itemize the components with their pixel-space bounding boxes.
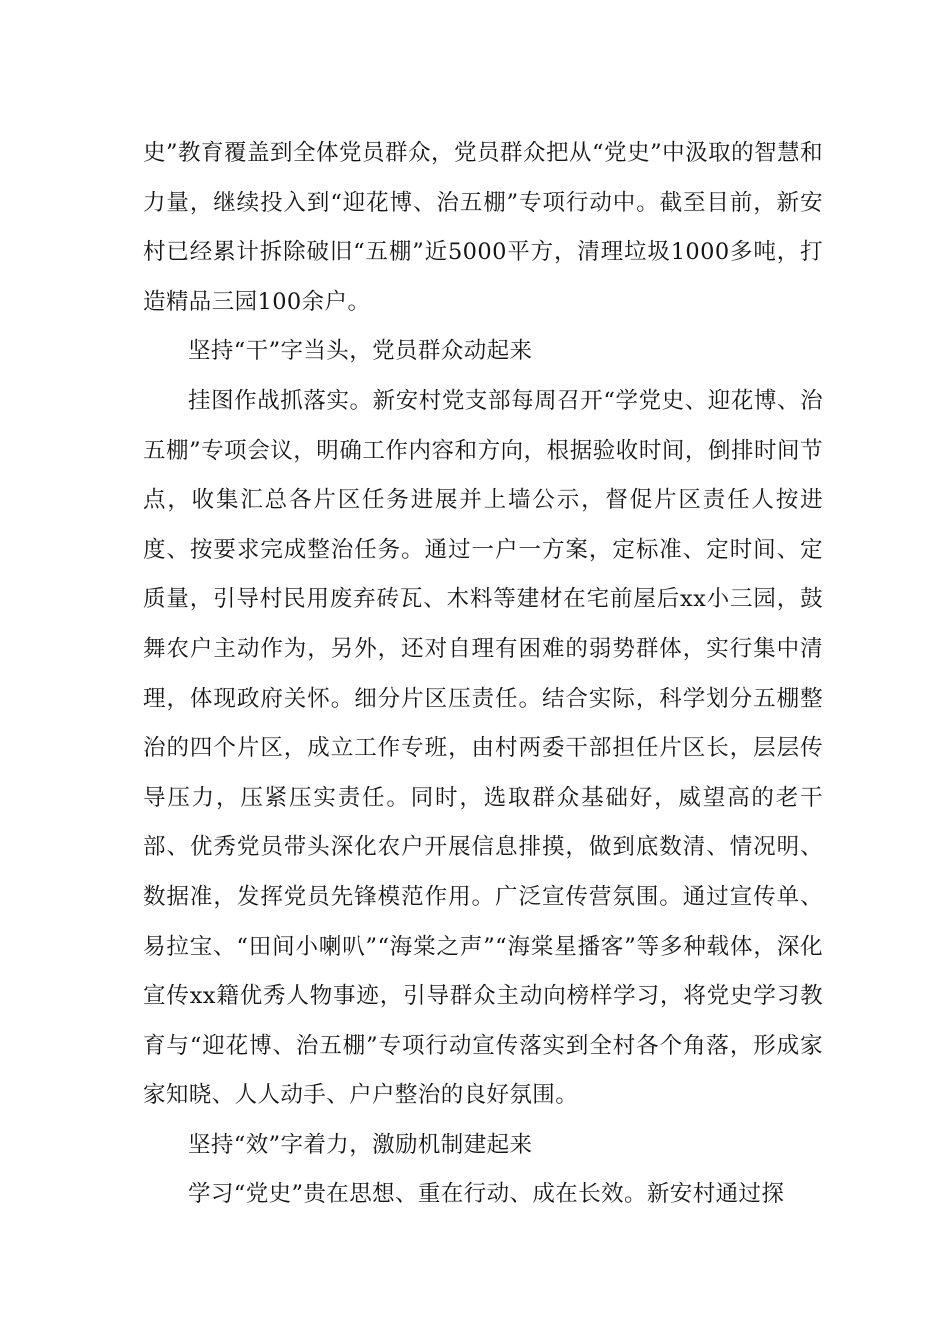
paragraph-gan-body: 挂图作战抓落实。新安村党支部每周召开“学党史、迎花博、治五棚”专项会议，明确工作内容和方向，根据验收时间，倒排时间节点，收集汇总各片区任务进展并上墙公示，督促片区责任人按进度、按要求完成整治任务。通过一户一方案，定标准、定时间、定质量，引导村民用废弃砖瓦、木料等建材在宅前屋后xx小三园，鼓舞农户主动作为，另外，还对自理有困难的弱势群体，实行集中清理，体现政府关怀。细分片区压责任。结合实际，科学划分五棚整治的四个片区，成立工作专班，由村两委干部担任片区长，层层传导压力，压紧压实责任。同时，选取群众基础好，威望高的老干部、优秀党员带头深化农户开展信息排摸，做到底数清、情况明、数据准，发挥党员先锋模范作用。广泛宣传营氛围。通过宣传单、易拉宝、“田间小喇叭”“海棠之声”“海棠星播客”等多种载体，深化宣传xx籍优秀人物事迹，引导群众主动向榜样学习，将党史学习教育与“迎花博、治五棚”专项行动宣传落实到全村各个角落，形成家家知晓、人人动手、户户整治的良好氛围。 [143,387,823,1109]
paragraph-xiao-body: 学习“党史”贵在思想、重在行动、成在长效。新安村通过探 [188,1181,785,1208]
document-body [143,129,823,1220]
section-heading-gan: 坚持“干”字当头，党员群众动起来 [188,338,533,365]
section-heading-xiao: 坚持“效”字着力，激励机制建起来 [188,1131,533,1158]
paragraph-continuation: 史”教育覆盖到全体党员群众，党员群众把从“党史”中汲取的智慧和力量，继续投入到“迎花博、治五棚”专项行动中。截至目前，新安村已经累计拆除破旧“五棚”近5000平方，清理垃圾1000多吨，打造精品三园100余户。 [143,140,823,315]
